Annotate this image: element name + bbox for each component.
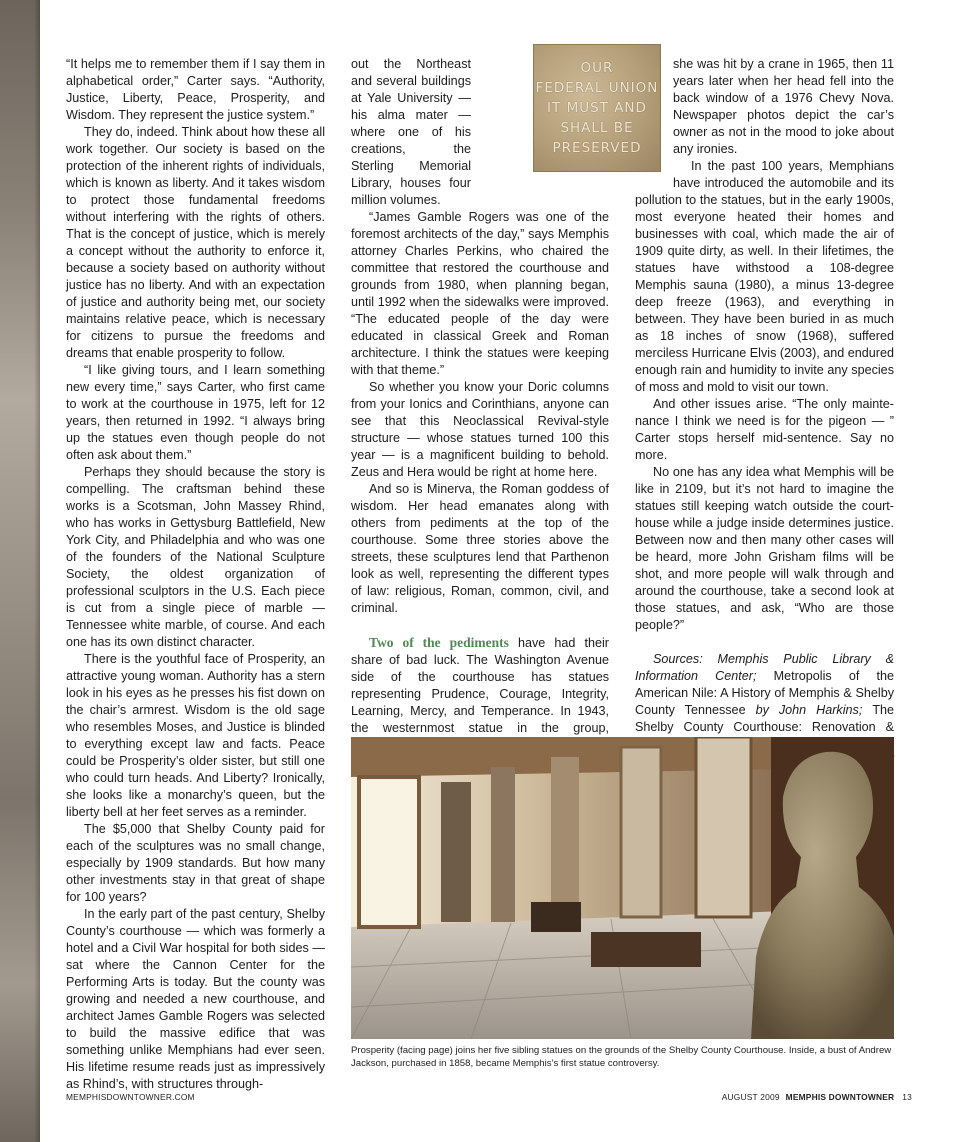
paragraph: out the Northeast and several buildings at Yale University — his alma mater — where one of his creations, the Sterling Memorial Library, houses four million volumes. xyxy=(351,57,471,207)
section-runin-heading: Two of the pediments xyxy=(369,635,509,650)
paragraph: “I like giving tours, and I learn something new every time,” says Carter, who first came to work at the courthouse in 1975, left for 12 years, then returned in 1992. “I always bring up the statues even though people do not often ask about them.” xyxy=(66,363,325,462)
paragraph: They do, indeed. Think about how these all work together. Our society is based on the protection of the inherent rights of individuals, which is known as liberty. And it takes wisdom to protect those fundamental freedoms without interfering with the rights of others. That is the concept of justice, which is merely a concept without the authority to enforce it, because a society based on authority without justice has no liberty. And with an expectation of justice and authority being met, our society maintains relative peace, which is necessary for citizens to pursue the freedoms and dreams that enable prosperity to follow. xyxy=(66,125,325,360)
photo-caption: Prosperity (facing page) joins her five sibling statues on the grounds of the Shelby County Courthouse. Inside, a bust of Andrew Jackson, purchased in 1858, became Memphis’s first statue controversy. xyxy=(351,1045,892,1069)
paragraph: she was hit by a crane in 1965, then 11 years later when her head fell into the back window of a 1976 Chevy Nova. Newspaper photos depict the car’s owner as not in the mood to joke about any ironies. xyxy=(673,57,894,156)
paragraph: There is the youthful face of Prosperity, an attractive young woman. Authority has a stern look in his eyes as he presses his fist down on the chair’s armrest. Wisdom is the old sage who resembles Moses, and Justice is blinded to everything except law and facts. Peace could be Prosperity’s older sister, but still one who could turn heads. And Liberty? Ironically, she looks like a monarchy’s queen, but the liberty bell at her feet serves as a reminder. xyxy=(66,652,325,819)
inscription-line: FEDERAL UNION xyxy=(535,80,659,96)
inscription-line: IT MUST AND xyxy=(547,100,647,116)
paragraph: No one has any idea what Memphis will be like in 2109, but it’s not hard to imagine the statues still keeping watch outside the court-house while a judge inside determines justice. Between now and then many other cases will be heard, more John Grisham films will be shot, and more people will walk through and around the courthouse, take a second look at those statues, and ask, “Who are those people?” xyxy=(635,465,894,632)
paragraph: “James Gamble Rogers was one of the foremost architects of the day,” says Memphis attorney Charles Perkins, who chaired the committee that restored the courthouse and grounds from 1980, when planning began, until 1992 when the sidewalks were improved. “The educated people of the day were educated in classical Greek and Roman architecture. I think the statues were keeping with that theme.” xyxy=(351,210,609,377)
paragraph: In the early part of the past century, Shelby County’s courthouse — which was formerly a hotel and a Civil War hospital for both sides — sat where the Cannon Center for the Performing Arts is today. But the county was growing and needed a new courthouse, and architect James Gamble Rogers was selected to build the massive edifice that was something unlike Memphians had ever seen. His lifetime resume reads just as impressively as Rhind’s, with structures through- xyxy=(66,907,325,1091)
paragraph: The $5,000 that Shelby County paid for each of the sculptures was no small change, especially by 1909 standards. But how many other investments stay in that great of shape for 100 years? xyxy=(66,822,325,904)
facing-page-photo-edge xyxy=(0,0,40,1142)
inscription-line: OUR xyxy=(580,60,614,76)
sources-text: Sources: Memphis Public Library & Information Center; Metropolis of the American Nile: A History of Memphis & Shelby County Tennessee by John Harkins; The Shelby County Courthouse: Renovation & xyxy=(635,651,894,787)
page-number: 13 xyxy=(902,1092,912,1102)
courthouse-interior-photo xyxy=(351,737,894,1039)
footer-folio xyxy=(722,1092,912,1102)
footer-magazine-name: MEMPHIS DOWNTOWNER xyxy=(785,1092,895,1102)
footer-website: MEMPHISDOWNTOWNER.COM xyxy=(66,1092,195,1102)
column-3 xyxy=(635,56,894,787)
paragraph: So whether you know your Doric columns from your Ionics and Corinthians, anyone can see that this Neoclassical Revival-style structure — whose statues turned 100 this year — is a magnificent building to behold. Zeus and Hera would be right at home here. xyxy=(351,380,609,479)
paragraph: “It helps me to remember them if I say them in alphabetical order,” Carter says. “Authority, Justice, Liberty, Peace, Prosperity, and Wisdom. They represent the justice system.” xyxy=(66,57,325,122)
paragraph: Perhaps they should because the story is compelling. The craftsman behind these works is a Scotsman, John Massey Rhind, who has works in Gettysburg Battlefield, New York City, and Philadelphia and who was one of the founders of the National Sculpture Society, the oldest organization of professional sculptors in the U.S. Each piece is cut from a single piece of marble — Tennessee white marble, of course. And each one has its own distinct character. xyxy=(66,465,325,649)
inscription-line: SHALL BE xyxy=(560,120,634,136)
paragraph: Two of the pediments have had their share of bad luck. The Washington Avenue side of the courthouse has statues representing Prudence, Courage, Integrity, Learning, Mercy, and Temperance. In 1943, the westernmost statue in the group, xyxy=(351,635,610,735)
column-2 xyxy=(351,56,609,805)
paragraph: In the past 100 years, Memphians have introduced the automobile and its pollution to the statues, but in the early 1900s, most everyone heated their homes and businesses with coal, which made the air of 1909 quite dirty, as well. In their lifetimes, the statues have withstood a 108-degree Memphis sauna (1980), a minus 13-degree deep freeze (1963), and everything in between. They have been buried in as much as 18 inches of snow (1968), suffered merciless Hurricane Elvis (2003), and endured enough rain and humidity to invite any species of moss and mold to visit our town. xyxy=(635,159,894,394)
column-1 xyxy=(66,56,325,1093)
paragraph: And so is Minerva, the Roman goddess of wisdom. Her head emanates along with others from pediments at the top of the courthouse. Some three stories above the streets, these sculptures lend that Parthenon look as well, representing the different types of law: religious, Roman, common, civil, and criminal. xyxy=(351,482,609,615)
paragraph: And other issues arise. “The only mainte-nance I think we need is for the pigeon — ” Carter stops herself mid-sentence. Say no more. xyxy=(635,397,894,462)
inscription-line: PRESERVED xyxy=(552,140,642,156)
footer-date: AUGUST 2009 xyxy=(721,1092,780,1102)
